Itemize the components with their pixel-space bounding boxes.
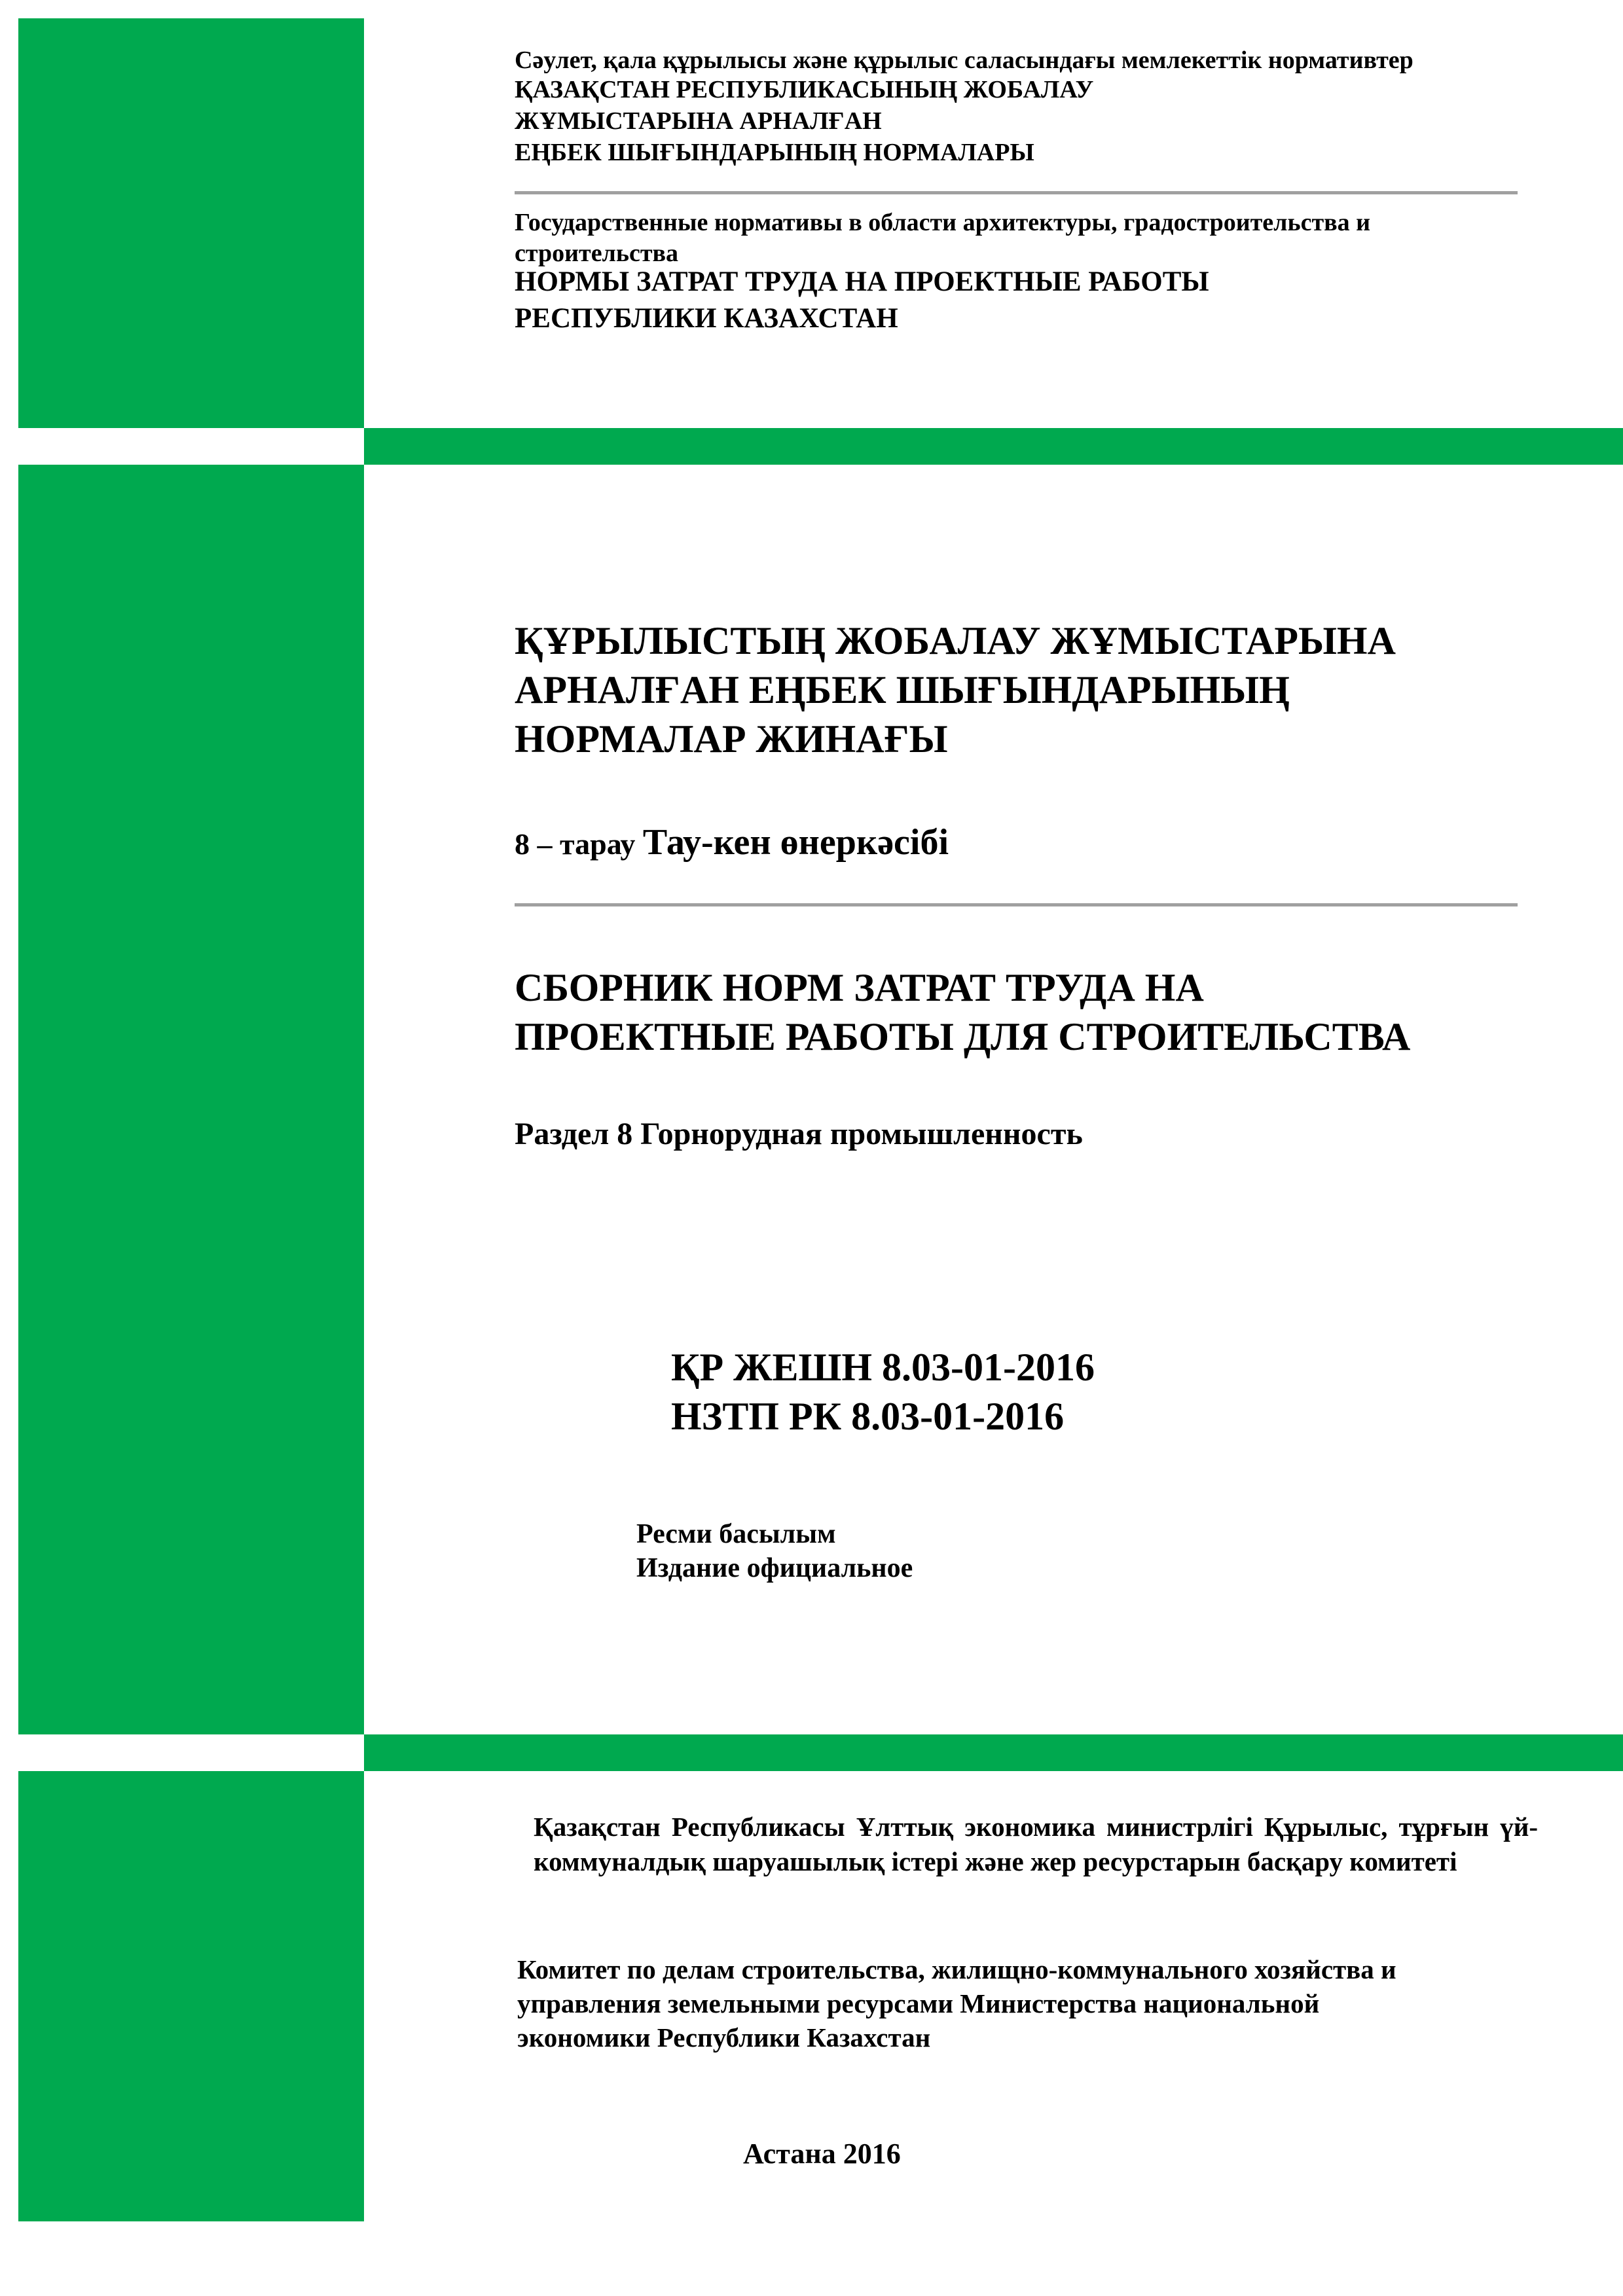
main-kz-section-prefix: 8 – тарау xyxy=(515,827,643,861)
footer-ru-committee-line: управления земельными ресурсами Министерства национальной xyxy=(517,1988,1320,2018)
header-ru-series-line: строительства xyxy=(515,240,679,267)
main-divider xyxy=(515,903,1518,906)
main-ru-title-line: ПРОЕКТНЫЕ РАБОТЫ ДЛЯ СТРОИТЕЛЬСТВА xyxy=(515,1015,1411,1058)
green-block-middle xyxy=(18,465,364,1734)
header-divider xyxy=(515,191,1518,194)
main-ru-title-line: СБОРНИК НОРМ ЗАТРАТ ТРУДА НА xyxy=(515,966,1204,1009)
footer-kz-committee: Қазақстан Республикасы Ұлттық экономика министрлігі Құрылыс, тұрғын үй-коммуналдық шаруашылық істері және жер ресурстарын басқару комитеті xyxy=(534,1812,1538,1876)
main-ru-section: Раздел 8 Горнорудная промышленность xyxy=(515,1117,1083,1151)
header-ru-title-line: РЕСПУБЛИКИ КАЗАХСТАН xyxy=(515,303,898,334)
main-kz-section-name: Тау-кен өнеркәсібі xyxy=(642,822,949,863)
main-kz-title-line: АРНАЛҒАН ЕҢБЕК ШЫҒЫНДАРЫНЫҢ xyxy=(515,668,1290,711)
header-kz-title-line: ЕҢБЕК ШЫҒЫНДАРЫНЫҢ НОРМАЛАРЫ xyxy=(515,139,1034,166)
main-kz-title-line: НОРМАЛАР ЖИНАҒЫ xyxy=(515,717,948,761)
edition-kz: Ресми басылым xyxy=(636,1519,836,1549)
header-kz-series: Сәулет, қала құрылысы және құрылыс саласындағы мемлекеттік нормативтер xyxy=(515,46,1413,74)
footer-ru-committee-line: экономики Республики Казахстан xyxy=(517,2022,931,2053)
main-kz-section xyxy=(515,821,949,863)
header-ru-title-line: НОРМЫ ЗАТРАТ ТРУДА НА ПРОЕКТНЫЕ РАБОТЫ xyxy=(515,266,1209,297)
edition-ru: Издание официальное xyxy=(636,1553,913,1583)
footer-place-year: Астана 2016 xyxy=(743,2138,901,2170)
footer-ru-committee-line: Комитет по делам строительства, жилищно-коммунального хозяйства и xyxy=(517,1954,1396,1984)
green-block-top xyxy=(18,18,364,428)
header-kz-title-line: ҚАЗАҚСТАН РЕСПУБЛИКАСЫНЫҢ ЖОБАЛАУ xyxy=(515,76,1094,103)
main-kz-title-line: ҚҰРЫЛЫСТЫҢ ЖОБАЛАУ ЖҰМЫСТАРЫНА xyxy=(515,619,1396,662)
green-block-bottom xyxy=(18,1771,364,2221)
header-ru-series-line: Государственные нормативы в области архитектуры, градостроительства и xyxy=(515,209,1371,236)
green-bar-top xyxy=(364,428,1623,465)
header-kz-title-line: ЖҰМЫСТАРЫНА АРНАЛҒАН xyxy=(515,107,882,135)
document-code-kz: ҚР ЖЕШН 8.03-01-2016 xyxy=(671,1346,1095,1389)
document-code-ru: НЗТП РК 8.03-01-2016 xyxy=(671,1395,1065,1438)
green-bar-bottom xyxy=(364,1734,1623,1771)
